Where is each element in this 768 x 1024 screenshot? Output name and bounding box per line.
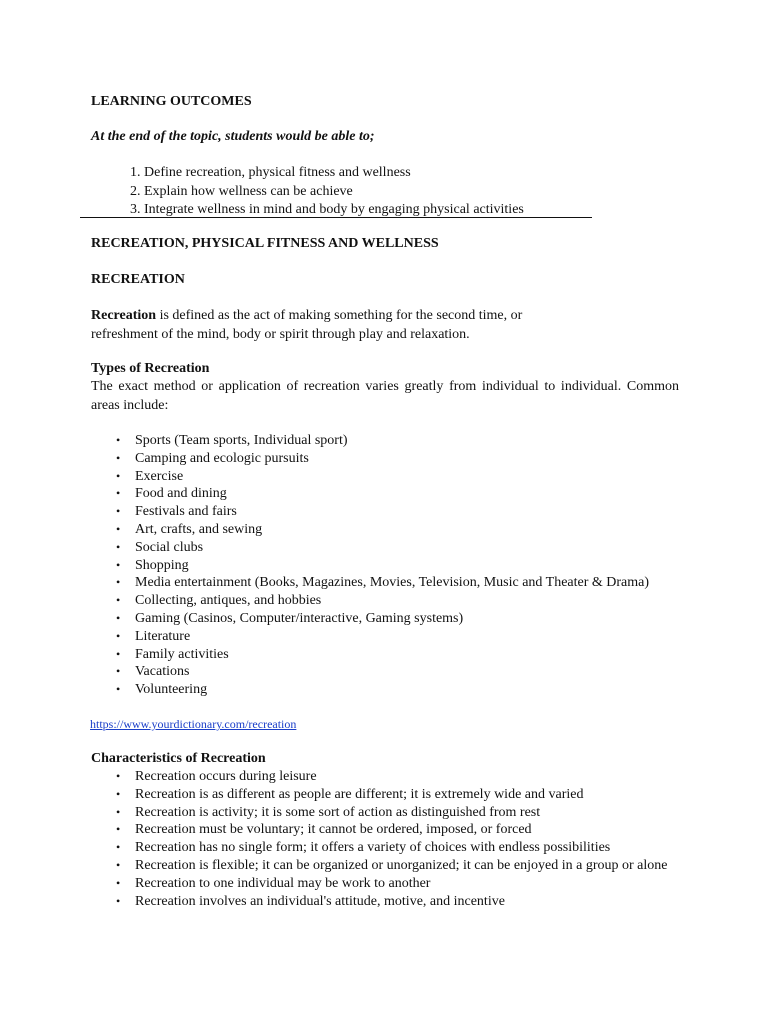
bullet-icon: • [116, 433, 121, 447]
list-item: • Collecting, antiques, and hobbies [116, 593, 322, 609]
outcomes-list [92, 164, 524, 220]
bullet-icon: • [116, 486, 121, 501]
subsection-title: RECREATION [91, 272, 185, 287]
list-item: • Recreation must be voluntary; it cannot be ordered, imposed, or forced [116, 822, 532, 838]
bullet-icon: • [116, 521, 121, 536]
list-item: • Exercise [116, 468, 184, 484]
definition-line-1: is defined as the act of making something for the second time, or [156, 308, 523, 323]
list-item: • Recreation occurs during leisure [116, 769, 317, 784]
list-item: • Recreation has no single form; it offers a variety of choices with endless possibilities [116, 840, 611, 856]
bullet-icon: • [116, 786, 121, 801]
list-item: • Recreation is activity; it is some sort of action as distinguished from rest [116, 804, 541, 820]
bullet-icon: • [116, 875, 121, 890]
outcome-item: 2. Explain how wellness can be achieve [130, 183, 353, 199]
characteristics-heading: Characteristics of Recreation [91, 751, 266, 766]
list-item: • Shopping [116, 557, 189, 573]
bullet-icon: • [116, 664, 121, 679]
list-item: • Literature [116, 628, 191, 644]
types-list [91, 432, 679, 699]
characteristics-list [91, 768, 679, 910]
list-item: • Festivals and fairs [116, 504, 237, 520]
bullet-icon: • [116, 468, 121, 483]
bullet-icon: • [116, 628, 121, 643]
list-item: • Food and dining [116, 486, 227, 502]
list-item: • Vacations [116, 664, 190, 680]
definition-term: Recreation [91, 308, 157, 323]
definition-paragraph [91, 307, 679, 344]
definition-line-2: refreshment of the mind, body or spirit through play and relaxation. [91, 326, 470, 342]
types-paragraph: The exact method or application of recreation varies greatly from individual to individual. Common areas include: [91, 379, 679, 413]
bullet-icon: • [116, 646, 121, 661]
bullet-icon: • [116, 682, 121, 697]
bullet-icon: • [116, 840, 121, 855]
list-item: • Camping and ecologic pursuits [116, 450, 309, 466]
bullet-icon: • [116, 857, 121, 872]
bullet-icon: • [116, 539, 121, 554]
bullet-icon: • [116, 804, 121, 819]
bullet-icon: • [116, 610, 121, 625]
bullet-icon: • [116, 575, 121, 590]
list-item: • Social clubs [116, 539, 204, 555]
bullet-icon: • [116, 893, 121, 908]
list-item: • Sports (Team sports, Individual sport) [116, 433, 348, 448]
bullet-icon: • [116, 504, 121, 519]
list-item: • Media entertainment (Books, Magazines, Movies, Television, Music and Theater & Drama) [116, 575, 650, 591]
list-item: • Recreation to one individual may be work to another [116, 875, 431, 891]
list-item: • Art, crafts, and sewing [116, 521, 263, 537]
learning-outcomes-heading: LEARNING OUTCOMES [91, 94, 252, 109]
source-link[interactable]: https://www.yourdictionary.com/recreation [90, 717, 297, 731]
list-item: • Recreation involves an individual's attitude, motive, and incentive [116, 893, 505, 909]
list-item: • Family activities [116, 646, 229, 662]
horizontal-rule [80, 217, 592, 218]
section-title: RECREATION, PHYSICAL FITNESS AND WELLNESS [91, 236, 439, 251]
bullet-icon: • [116, 769, 121, 783]
bullet-icon: • [116, 450, 121, 465]
bullet-icon: • [116, 593, 121, 608]
list-item: • Gaming (Casinos, Computer/interactive, Gaming systems) [116, 610, 464, 626]
outcome-item: 1. Define recreation, physical fitness and wellness [130, 165, 411, 180]
list-item: • Recreation is as different as people are different; it is extremely wide and varied [116, 786, 584, 802]
outcomes-intro: At the end of the topic, students would be able to; [91, 129, 375, 144]
outcome-item: 3. Integrate wellness in mind and body by engaging physical activities [130, 202, 524, 217]
bullet-icon: • [116, 822, 121, 837]
list-item: • Recreation is flexible; it can be organized or unorganized; it can be enjoyed in a group or alone [116, 857, 668, 873]
bullet-icon: • [116, 557, 121, 572]
list-item: • Volunteering [116, 682, 208, 698]
types-heading: Types of Recreation [91, 361, 210, 376]
